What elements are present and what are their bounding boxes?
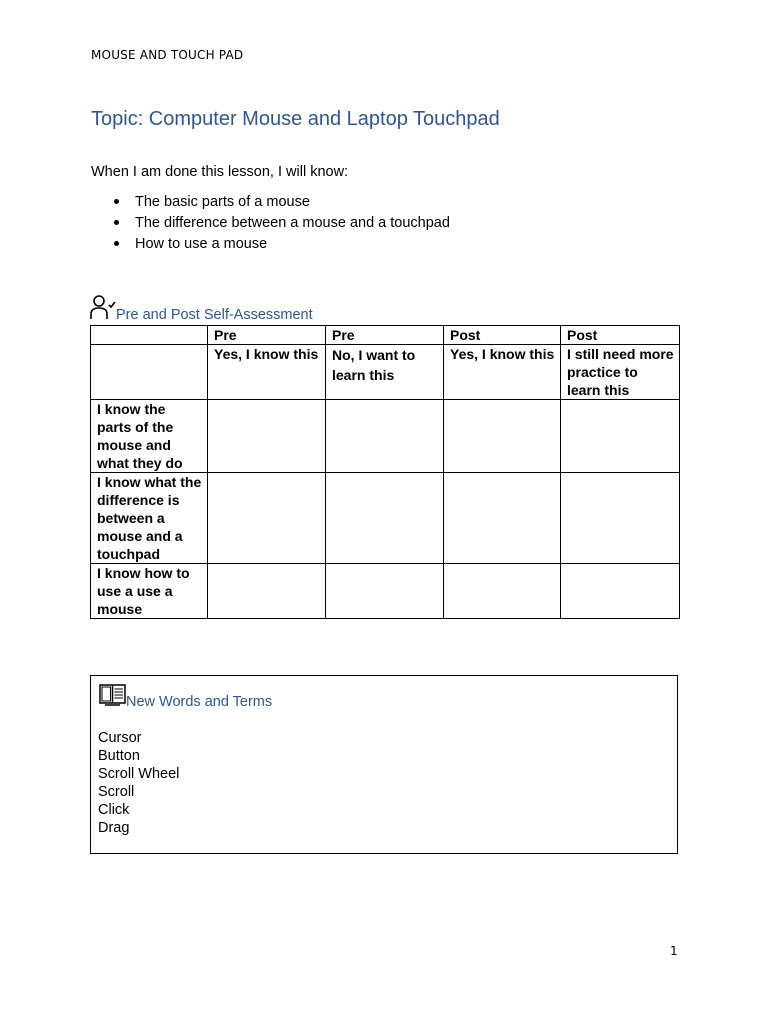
response-cell[interactable] — [208, 473, 326, 564]
table-row — [91, 326, 680, 345]
list-item: Button — [98, 748, 140, 764]
table-row — [91, 564, 680, 619]
response-cell[interactable] — [444, 473, 561, 564]
intro-lead: When I am done this lesson, I will know: — [91, 164, 349, 180]
table-cell — [91, 326, 208, 345]
stage-header: Post — [444, 326, 561, 345]
response-cell[interactable] — [326, 473, 444, 564]
response-cell[interactable] — [326, 564, 444, 619]
option-header: I still need more practice to learn this — [561, 345, 680, 400]
response-cell[interactable] — [444, 400, 561, 473]
bullet-icon — [114, 220, 119, 225]
list-item: Scroll Wheel — [98, 766, 180, 782]
terms-list — [98, 729, 179, 837]
option-header: No, I want to learn this — [326, 345, 444, 400]
stage-header: Pre — [208, 326, 326, 345]
goal-text: How to use a mouse — [135, 236, 268, 252]
table-row — [91, 345, 680, 400]
list-item — [91, 235, 450, 256]
response-cell[interactable] — [561, 473, 680, 564]
statement-cell: I know how to use a use a mouse — [91, 564, 208, 619]
statement-cell: I know what the difference is between a mouse and a touchpad — [91, 473, 208, 564]
page-title: Topic: Computer Mouse and Laptop Touchpad — [91, 108, 500, 130]
open-book-icon — [99, 683, 126, 707]
list-item: Cursor — [98, 730, 142, 746]
table-cell — [91, 345, 208, 400]
statement-cell: I know the parts of the mouse and what they do — [91, 400, 208, 473]
list-item: Scroll — [98, 784, 135, 800]
list-item: Click — [98, 802, 130, 818]
response-cell[interactable] — [208, 564, 326, 619]
response-cell[interactable] — [208, 400, 326, 473]
option-header: Yes, I know this — [208, 345, 326, 400]
list-item — [91, 214, 450, 235]
new-words-box — [90, 675, 678, 854]
response-cell[interactable] — [444, 564, 561, 619]
response-cell[interactable] — [561, 400, 680, 473]
response-cell[interactable] — [561, 564, 680, 619]
learning-goals-list — [91, 193, 450, 256]
terms-title: New Words and Terms — [126, 694, 273, 710]
page-number: 1 — [670, 944, 678, 958]
list-item — [91, 193, 450, 214]
running-header: MOUSE AND TOUCH PAD — [91, 48, 244, 62]
table-row — [91, 473, 680, 564]
person-check-icon — [90, 294, 118, 320]
bullet-icon — [114, 199, 119, 204]
response-cell[interactable] — [326, 400, 444, 473]
bullet-icon — [114, 241, 119, 246]
self-assessment-table — [90, 325, 680, 619]
goal-text: The basic parts of a mouse — [135, 194, 310, 210]
list-item: Drag — [98, 820, 130, 836]
goal-text: The difference between a mouse and a touchpad — [135, 215, 450, 231]
stage-header: Post — [561, 326, 680, 345]
table-row — [91, 400, 680, 473]
option-header: Yes, I know this — [444, 345, 561, 400]
assessment-title: Pre and Post Self-Assessment — [116, 307, 313, 323]
stage-header: Pre — [326, 326, 444, 345]
